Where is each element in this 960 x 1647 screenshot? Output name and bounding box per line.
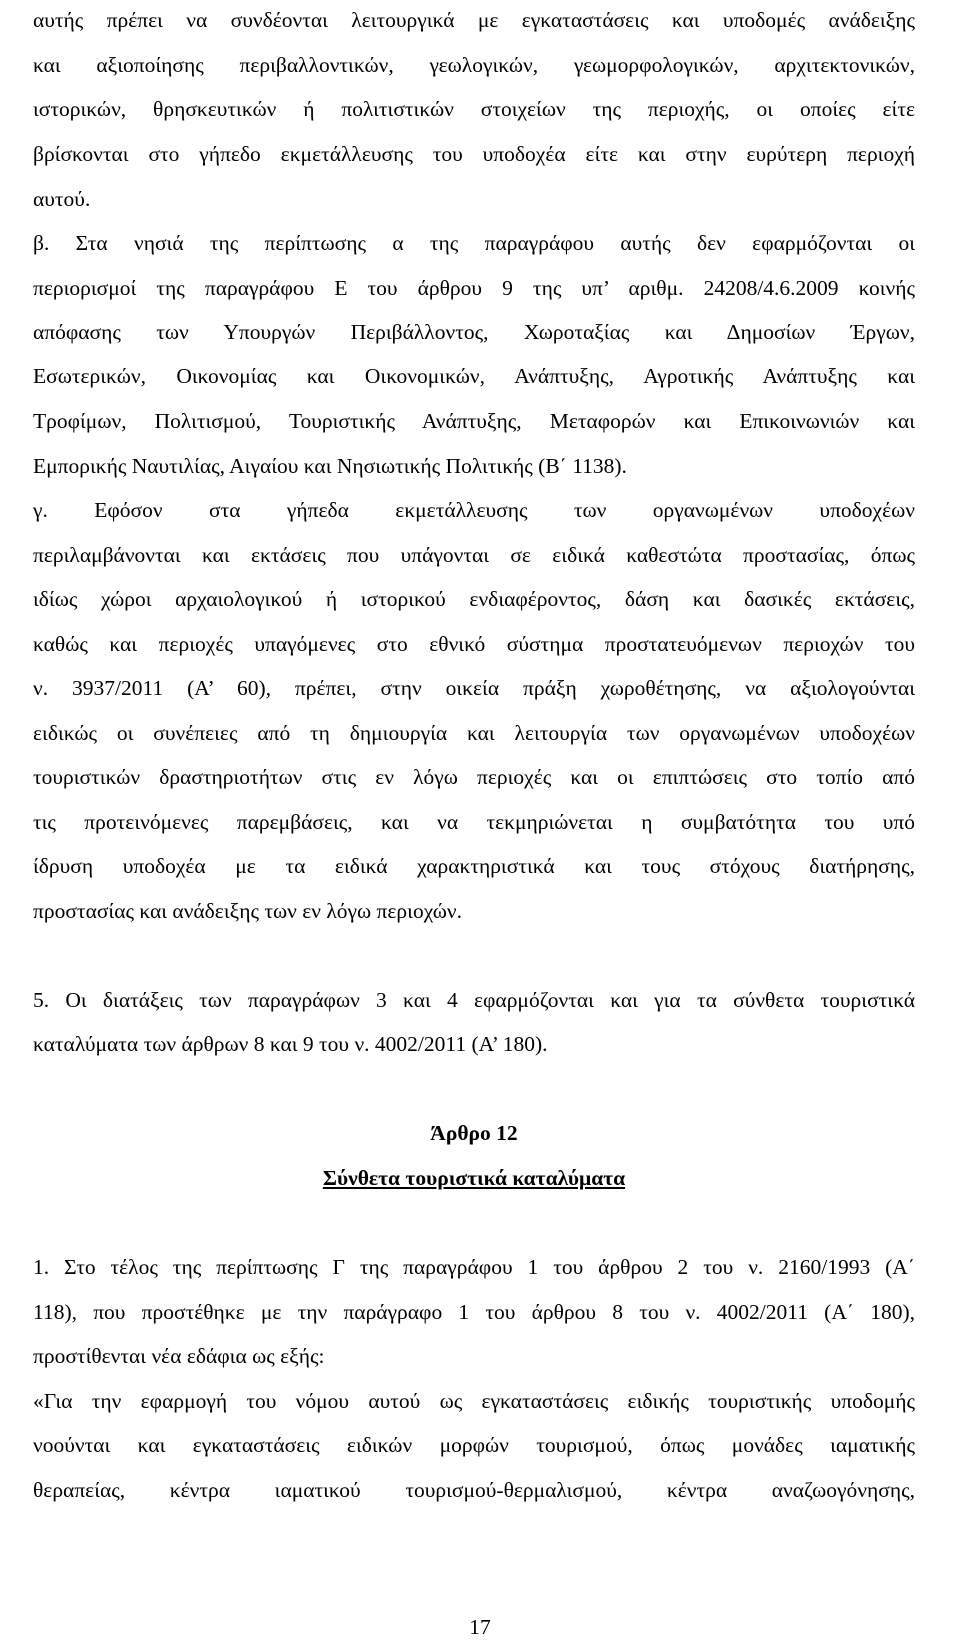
paragraph-line: βρίσκονται στο γήπεδο εκμετάλλευσης του υποδοχέα είτε και στην ευρύτερη περιοχή bbox=[33, 142, 915, 166]
paragraph-line: αυτής πρέπει να συνδέονται λειτουργικά με εγκαταστάσεις και υποδομές ανάδειξης bbox=[33, 8, 915, 32]
paragraph-line: 5. Οι διατάξεις των παραγράφων 3 και 4 εφαρμόζονται και για τα σύνθετα τουριστικά bbox=[33, 988, 915, 1012]
paragraph-line: ειδικώς οι συνέπειες από τη δημιουργία και λειτουργία των οργανωμένων υποδοχέων bbox=[33, 721, 915, 745]
paragraph-line: τις προτεινόμενες παρεμβάσεις, και να τεκμηριώνεται η συμβατότητα του υπό bbox=[33, 810, 915, 834]
paragraph-line: καθώς και περιοχές υπαγόμενες στο εθνικό σύστημα προστατευόμενων περιοχών του bbox=[33, 632, 915, 656]
paragraph-line: και αξιοποίησης περιβαλλοντικών, γεωλογικών, γεωμορφολογικών, αρχιτεκτονικών, bbox=[33, 53, 915, 77]
paragraph-line: προστασίας και ανάδειξης των εν λόγω περιοχών. bbox=[33, 899, 463, 923]
paragraph-line: γ. Εφόσον στα γήπεδα εκμετάλλευσης των οργανωμένων υποδοχέων bbox=[33, 498, 915, 522]
page-number: 17 bbox=[469, 1615, 491, 1639]
paragraph-line: νοούνται και εγκαταστάσεις ειδικών μορφών τουρισμού, όπως μονάδες ιαματικής bbox=[33, 1433, 915, 1457]
article-number: Άρθρο 12 bbox=[430, 1121, 518, 1145]
paragraph-line: ιστορικών, θρησκευτικών ή πολιτιστικών στοιχείων της περιοχής, οι οποίες είτε bbox=[33, 97, 915, 121]
paragraph-line: τουριστικών δραστηριοτήτων στις εν λόγω περιοχές και οι επιπτώσεις στο τοπίο από bbox=[33, 765, 915, 789]
paragraph-line: περιορισμοί της παραγράφου Ε του άρθρου 9 της υπ’ αριθμ. 24208/4.6.2009 κοινής bbox=[33, 276, 915, 300]
paragraph-line: προστίθενται νέα εδάφια ως εξής: bbox=[33, 1344, 325, 1368]
paragraph-line: καταλύματα των άρθρων 8 και 9 του ν. 4002/2011 (Α’ 180). bbox=[33, 1032, 548, 1056]
paragraph-line: ίδρυση υποδοχέα με τα ειδικά χαρακτηριστικά και τους στόχους διατήρησης, bbox=[33, 854, 915, 878]
paragraph-line: θεραπείας, κέντρα ιαματικού τουρισμού-θερμαλισμού, κέντρα αναζωογόνησης, bbox=[33, 1478, 915, 1502]
paragraph-line: 1. Στο τέλος της περίπτωσης Γ της παραγράφου 1 του άρθρου 2 του ν. 2160/1993 (Α΄ bbox=[33, 1255, 915, 1279]
paragraph-line: 118), που προστέθηκε με την παράγραφο 1 του άρθρου 8 του ν. 4002/2011 (Α΄ 180), bbox=[33, 1300, 915, 1324]
paragraph-line: Εμπορικής Ναυτιλίας, Αιγαίου και Νησιωτικής Πολιτικής (Β΄ 1138). bbox=[33, 454, 627, 478]
paragraph-line: Εσωτερικών, Οικονομίας και Οικονομικών, Ανάπτυξης, Αγροτικής Ανάπτυξης και bbox=[33, 364, 915, 388]
paragraph-line: β. Στα νησιά της περίπτωσης α της παραγράφου αυτής δεν εφαρμόζονται οι bbox=[33, 231, 915, 255]
paragraph-line: απόφασης των Υπουργών Περιβάλλοντος, Χωροταξίας και Δημοσίων Έργων, bbox=[33, 320, 915, 344]
paragraph-line: Τροφίμων, Πολιτισμού, Τουριστικής Ανάπτυξης, Μεταφορών και Επικοινωνιών και bbox=[33, 409, 915, 433]
article-title: Σύνθετα τουριστικά καταλύματα bbox=[322, 1166, 626, 1190]
paragraph-line: περιλαμβάνονται και εκτάσεις που υπάγονται σε ειδικά καθεστώτα προστασίας, όπως bbox=[33, 543, 915, 567]
paragraph-line: ν. 3937/2011 (Α’ 60), πρέπει, στην οικεία πράξη χωροθέτησης, να αξιολογούνται bbox=[33, 676, 915, 700]
paragraph-line: ιδίως χώροι αρχαιολογικού ή ιστορικού ενδιαφέροντος, δάση και δασικές εκτάσεις, bbox=[33, 587, 915, 611]
paragraph-line: «Για την εφαρμογή του νόμου αυτού ως εγκαταστάσεις ειδικής τουριστικής υποδομής bbox=[33, 1389, 915, 1413]
paragraph-line: αυτού. bbox=[33, 187, 91, 211]
